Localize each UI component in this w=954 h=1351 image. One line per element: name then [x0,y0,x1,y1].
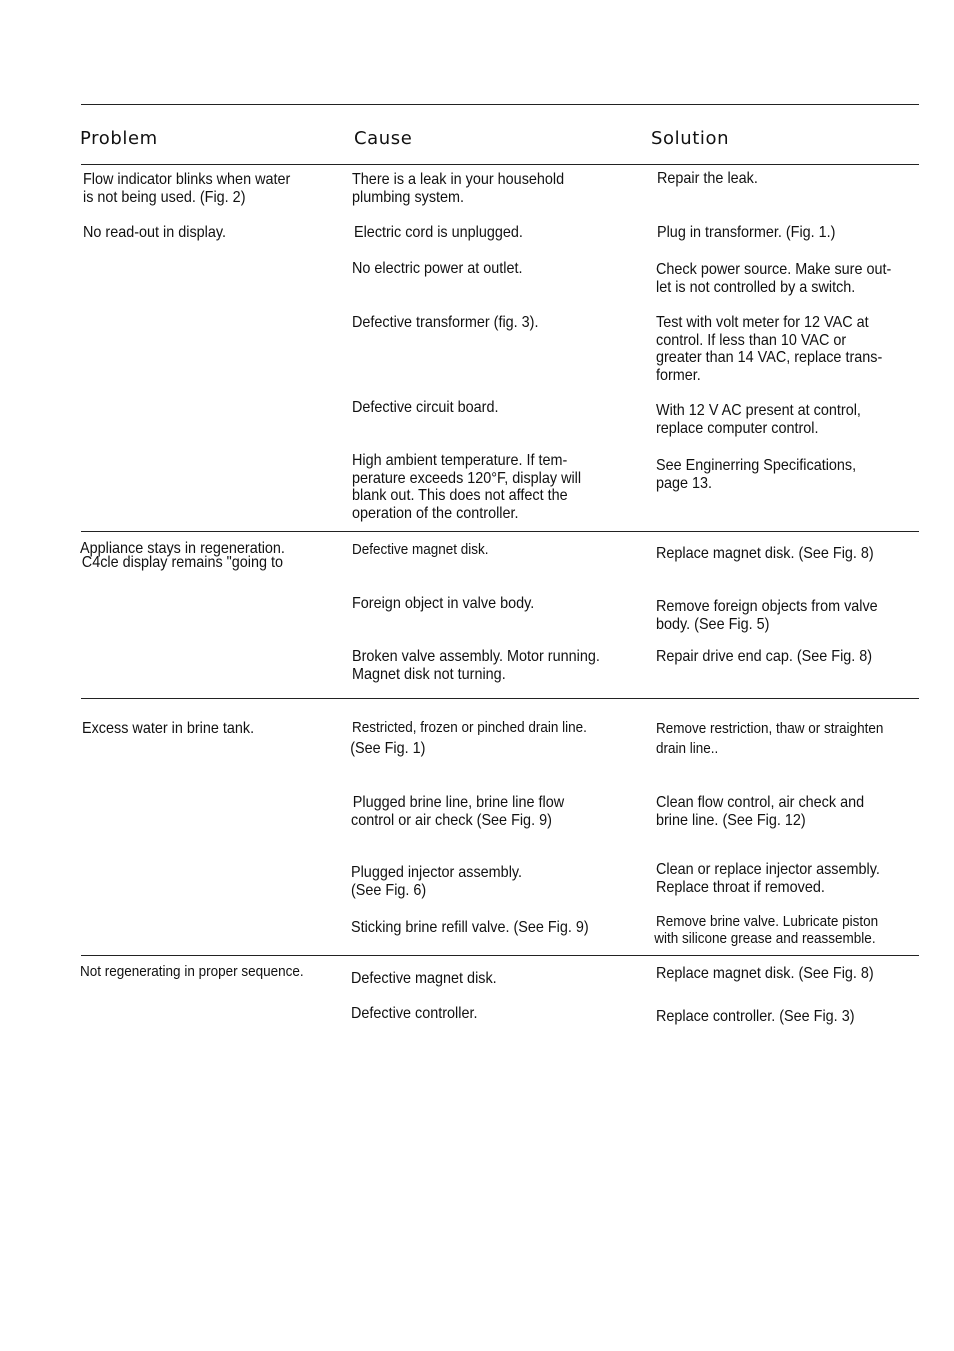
cause-text: High ambient temperature. If tem- perature exceeds 120°F, display will blank out. This does not affect the operation of the controller. [352,452,582,522]
cause-text: Defective controller. [351,1005,478,1022]
cause-text: Defective transformer (fig. 3). [352,314,539,331]
problem-text: Flow indicator blinks when water is not being used. (Fig. 2) [83,171,291,206]
top-rule [81,104,919,105]
row-divider [81,698,919,699]
cause-text: Defective circuit board. [352,399,499,416]
problem-text: Appliance stays in regeneration. C4cle display remains "going to [80,540,285,571]
solution-text: Test with volt meter for 12 VAC at control. If less than 10 VAC or greater than 14 VAC, replace trans- former. [656,314,883,384]
solution-text: With 12 V AC present at control, replace computer control. [656,402,861,437]
solution-text: Remove brine valve. Lubricate piston with silicone grease and reassemble. [654,913,879,947]
header-problem: Problem [80,128,158,149]
header-rule [81,164,919,165]
cause-text: Restricted, frozen or pinched drain line. (See Fig. 1) [350,719,587,757]
solution-text: Replace magnet disk. (See Fig. 8) [656,965,874,982]
solution-text: Plug in transformer. (Fig. 1.) [657,224,836,241]
solution-text: Repair the leak. [657,170,758,187]
solution-text: Replace controller. (See Fig. 3) [656,1008,855,1025]
solution-text: Check power source. Make sure out- let is not controlled by a switch. [656,261,892,296]
cause-text: Defective magnet disk. [352,541,489,558]
header-solution: Solution [651,128,730,149]
row-divider [81,531,919,532]
header-cause: Cause [354,128,413,149]
solution-text: Remove restriction, thaw or straighten drain line.. [656,720,884,757]
solution-text: Replace magnet disk. (See Fig. 8) [656,545,874,562]
cause-text: Plugged injector assembly. (See Fig. 6) [351,864,523,899]
cause-text: Sticking brine refill valve. (See Fig. 9) [351,919,589,936]
problem-text: Excess water in brine tank. [82,720,255,737]
row-divider [81,955,919,956]
cause-text: Plugged brine line, brine line flow control or air check (See Fig. 9) [351,794,565,829]
cause-text: Foreign object in valve body. [352,595,535,612]
cause-text: Broken valve assembly. Motor running. Magnet disk not turning. [352,648,600,683]
problem-text: Not regenerating in proper sequence. [80,963,304,980]
solution-text: Clean flow control, air check and brine line. (See Fig. 12) [656,794,865,829]
solution-text: See Enginerring Specifications, page 13. [656,457,857,492]
problem-text: No read-out in display. [83,224,227,241]
cause-text: There is a leak in your household plumbing system. [352,171,565,206]
cause-text: No electric power at outlet. [352,260,523,277]
solution-text: Repair drive end cap. (See Fig. 8) [656,648,873,665]
solution-text: Clean or replace injector assembly. Replace throat if removed. [656,861,880,896]
cause-text: Defective magnet disk. [351,970,497,987]
cause-text: Electric cord is unplugged. [354,224,523,241]
solution-text: Remove foreign objects from valve body. (See Fig. 5) [656,598,878,633]
